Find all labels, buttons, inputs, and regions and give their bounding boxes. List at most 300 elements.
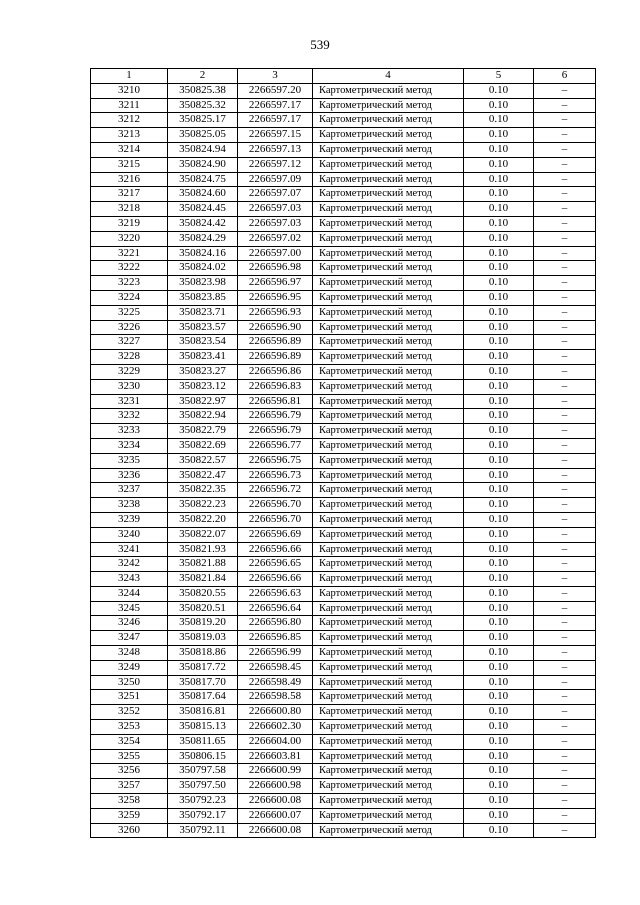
method-cell: Картометрический метод [313, 631, 464, 646]
point-number-cell: 3210 [91, 83, 168, 98]
column-header: 5 [464, 69, 534, 84]
y-coordinate-cell: 2266597.12 [238, 157, 313, 172]
accuracy-cell: 0.10 [464, 246, 534, 261]
column-header: 6 [534, 69, 596, 84]
table-row [91, 409, 596, 424]
note-cell: – [534, 542, 596, 557]
point-number-cell: 3212 [91, 113, 168, 128]
accuracy-cell: 0.10 [464, 823, 534, 838]
point-number-cell: 3227 [91, 335, 168, 350]
x-coordinate-cell: 350820.55 [168, 586, 238, 601]
method-cell: Картометрический метод [313, 290, 464, 305]
point-number-cell: 3222 [91, 261, 168, 276]
accuracy-cell: 0.10 [464, 631, 534, 646]
x-coordinate-cell: 350806.15 [168, 749, 238, 764]
accuracy-cell: 0.10 [464, 424, 534, 439]
table-row [91, 305, 596, 320]
y-coordinate-cell: 2266596.90 [238, 320, 313, 335]
note-cell: – [534, 409, 596, 424]
accuracy-cell: 0.10 [464, 261, 534, 276]
table-row [91, 690, 596, 705]
coordinates-table [90, 68, 596, 838]
table-row [91, 276, 596, 291]
accuracy-cell: 0.10 [464, 779, 534, 794]
method-cell: Картометрический метод [313, 586, 464, 601]
accuracy-cell: 0.10 [464, 542, 534, 557]
method-cell: Картометрический метод [313, 542, 464, 557]
accuracy-cell: 0.10 [464, 83, 534, 98]
point-number-cell: 3218 [91, 202, 168, 217]
table-header-row [91, 69, 596, 84]
point-number-cell: 3259 [91, 808, 168, 823]
table-row [91, 468, 596, 483]
accuracy-cell: 0.10 [464, 290, 534, 305]
x-coordinate-cell: 350823.71 [168, 305, 238, 320]
x-coordinate-cell: 350821.88 [168, 557, 238, 572]
x-coordinate-cell: 350823.54 [168, 335, 238, 350]
note-cell: – [534, 157, 596, 172]
x-coordinate-cell: 350819.20 [168, 616, 238, 631]
table-row [91, 261, 596, 276]
accuracy-cell: 0.10 [464, 128, 534, 143]
accuracy-cell: 0.10 [464, 142, 534, 157]
y-coordinate-cell: 2266596.98 [238, 261, 313, 276]
accuracy-cell: 0.10 [464, 527, 534, 542]
table-row [91, 483, 596, 498]
x-coordinate-cell: 350822.20 [168, 512, 238, 527]
note-cell: – [534, 616, 596, 631]
y-coordinate-cell: 2266597.15 [238, 128, 313, 143]
note-cell: – [534, 527, 596, 542]
accuracy-cell: 0.10 [464, 394, 534, 409]
y-coordinate-cell: 2266597.02 [238, 231, 313, 246]
point-number-cell: 3223 [91, 276, 168, 291]
point-number-cell: 3252 [91, 705, 168, 720]
note-cell: – [534, 646, 596, 661]
y-coordinate-cell: 2266596.73 [238, 468, 313, 483]
note-cell: – [534, 394, 596, 409]
y-coordinate-cell: 2266596.80 [238, 616, 313, 631]
y-coordinate-cell: 2266600.80 [238, 705, 313, 720]
accuracy-cell: 0.10 [464, 483, 534, 498]
table-row [91, 231, 596, 246]
method-cell: Картометрический метод [313, 616, 464, 631]
x-coordinate-cell: 350822.69 [168, 438, 238, 453]
table-row [91, 557, 596, 572]
method-cell: Картометрический метод [313, 794, 464, 809]
point-number-cell: 3254 [91, 734, 168, 749]
y-coordinate-cell: 2266597.03 [238, 202, 313, 217]
method-cell: Картометрический метод [313, 498, 464, 513]
note-cell: – [534, 142, 596, 157]
note-cell: – [534, 557, 596, 572]
y-coordinate-cell: 2266596.89 [238, 350, 313, 365]
point-number-cell: 3238 [91, 498, 168, 513]
table-row [91, 187, 596, 202]
table-row [91, 527, 596, 542]
y-coordinate-cell: 2266596.69 [238, 527, 313, 542]
accuracy-cell: 0.10 [464, 690, 534, 705]
x-coordinate-cell: 350824.02 [168, 261, 238, 276]
x-coordinate-cell: 350825.17 [168, 113, 238, 128]
note-cell: – [534, 216, 596, 231]
note-cell: – [534, 468, 596, 483]
note-cell: – [534, 586, 596, 601]
table-row [91, 601, 596, 616]
table-row [91, 98, 596, 113]
point-number-cell: 3217 [91, 187, 168, 202]
note-cell: – [534, 350, 596, 365]
x-coordinate-cell: 350792.17 [168, 808, 238, 823]
method-cell: Картометрический метод [313, 320, 464, 335]
note-cell: – [534, 823, 596, 838]
table-row [91, 808, 596, 823]
y-coordinate-cell: 2266596.79 [238, 424, 313, 439]
note-cell: – [534, 572, 596, 587]
accuracy-cell: 0.10 [464, 616, 534, 631]
y-coordinate-cell: 2266604.00 [238, 734, 313, 749]
x-coordinate-cell: 350824.16 [168, 246, 238, 261]
note-cell: – [534, 720, 596, 735]
accuracy-cell: 0.10 [464, 646, 534, 661]
note-cell: – [534, 113, 596, 128]
accuracy-cell: 0.10 [464, 276, 534, 291]
note-cell: – [534, 705, 596, 720]
accuracy-cell: 0.10 [464, 720, 534, 735]
x-coordinate-cell: 350822.47 [168, 468, 238, 483]
accuracy-cell: 0.10 [464, 305, 534, 320]
table-row [91, 142, 596, 157]
accuracy-cell: 0.10 [464, 438, 534, 453]
table-row [91, 720, 596, 735]
method-cell: Картометрический метод [313, 512, 464, 527]
column-header: 1 [91, 69, 168, 84]
x-coordinate-cell: 350823.12 [168, 379, 238, 394]
table-row [91, 394, 596, 409]
y-coordinate-cell: 2266598.45 [238, 660, 313, 675]
x-coordinate-cell: 350822.07 [168, 527, 238, 542]
accuracy-cell: 0.10 [464, 468, 534, 483]
method-cell: Картометрический метод [313, 453, 464, 468]
y-coordinate-cell: 2266603.81 [238, 749, 313, 764]
table-row [91, 646, 596, 661]
y-coordinate-cell: 2266596.63 [238, 586, 313, 601]
y-coordinate-cell: 2266596.72 [238, 483, 313, 498]
accuracy-cell: 0.10 [464, 98, 534, 113]
point-number-cell: 3226 [91, 320, 168, 335]
method-cell: Картометрический метод [313, 83, 464, 98]
point-number-cell: 3214 [91, 142, 168, 157]
note-cell: – [534, 794, 596, 809]
accuracy-cell: 0.10 [464, 216, 534, 231]
x-coordinate-cell: 350824.45 [168, 202, 238, 217]
y-coordinate-cell: 2266597.13 [238, 142, 313, 157]
x-coordinate-cell: 350817.70 [168, 675, 238, 690]
point-number-cell: 3255 [91, 749, 168, 764]
x-coordinate-cell: 350822.97 [168, 394, 238, 409]
point-number-cell: 3257 [91, 779, 168, 794]
method-cell: Картометрический метод [313, 187, 464, 202]
method-cell: Картометрический метод [313, 572, 464, 587]
method-cell: Картометрический метод [313, 734, 464, 749]
note-cell: – [534, 335, 596, 350]
x-coordinate-cell: 350825.05 [168, 128, 238, 143]
point-number-cell: 3221 [91, 246, 168, 261]
table-row [91, 675, 596, 690]
table-row [91, 364, 596, 379]
method-cell: Картометрический метод [313, 98, 464, 113]
method-cell: Картометрический метод [313, 231, 464, 246]
y-coordinate-cell: 2266600.98 [238, 779, 313, 794]
method-cell: Картометрический метод [313, 483, 464, 498]
y-coordinate-cell: 2266596.75 [238, 453, 313, 468]
table-body [91, 83, 596, 838]
point-number-cell: 3235 [91, 453, 168, 468]
x-coordinate-cell: 350817.64 [168, 690, 238, 705]
column-header: 3 [238, 69, 313, 84]
point-number-cell: 3253 [91, 720, 168, 735]
x-coordinate-cell: 350824.90 [168, 157, 238, 172]
point-number-cell: 3249 [91, 660, 168, 675]
method-cell: Картометрический метод [313, 172, 464, 187]
note-cell: – [534, 276, 596, 291]
x-coordinate-cell: 350816.81 [168, 705, 238, 720]
table-row [91, 794, 596, 809]
table-row [91, 586, 596, 601]
x-coordinate-cell: 350822.94 [168, 409, 238, 424]
method-cell: Картометрический метод [313, 749, 464, 764]
point-number-cell: 3237 [91, 483, 168, 498]
point-number-cell: 3251 [91, 690, 168, 705]
table-row [91, 128, 596, 143]
x-coordinate-cell: 350824.60 [168, 187, 238, 202]
x-coordinate-cell: 350819.03 [168, 631, 238, 646]
accuracy-cell: 0.10 [464, 231, 534, 246]
x-coordinate-cell: 350823.98 [168, 276, 238, 291]
x-coordinate-cell: 350825.38 [168, 83, 238, 98]
table-row [91, 779, 596, 794]
method-cell: Картометрический метод [313, 690, 464, 705]
accuracy-cell: 0.10 [464, 350, 534, 365]
note-cell: – [534, 601, 596, 616]
accuracy-cell: 0.10 [464, 320, 534, 335]
table-row [91, 705, 596, 720]
method-cell: Картометрический метод [313, 202, 464, 217]
point-number-cell: 3241 [91, 542, 168, 557]
accuracy-cell: 0.10 [464, 557, 534, 572]
method-cell: Картометрический метод [313, 779, 464, 794]
x-coordinate-cell: 350823.27 [168, 364, 238, 379]
table-row [91, 113, 596, 128]
y-coordinate-cell: 2266597.03 [238, 216, 313, 231]
method-cell: Картометрический метод [313, 823, 464, 838]
note-cell: – [534, 764, 596, 779]
x-coordinate-cell: 350817.72 [168, 660, 238, 675]
table-row [91, 172, 596, 187]
point-number-cell: 3236 [91, 468, 168, 483]
method-cell: Картометрический метод [313, 601, 464, 616]
note-cell: – [534, 749, 596, 764]
x-coordinate-cell: 350818.86 [168, 646, 238, 661]
point-number-cell: 3256 [91, 764, 168, 779]
x-coordinate-cell: 350824.42 [168, 216, 238, 231]
y-coordinate-cell: 2266596.97 [238, 276, 313, 291]
note-cell: – [534, 305, 596, 320]
y-coordinate-cell: 2266597.17 [238, 98, 313, 113]
table-row [91, 498, 596, 513]
method-cell: Картометрический метод [313, 808, 464, 823]
x-coordinate-cell: 350822.35 [168, 483, 238, 498]
table-row [91, 216, 596, 231]
y-coordinate-cell: 2266596.81 [238, 394, 313, 409]
point-number-cell: 3228 [91, 350, 168, 365]
table-row [91, 823, 596, 838]
point-number-cell: 3232 [91, 409, 168, 424]
y-coordinate-cell: 2266600.08 [238, 794, 313, 809]
table-row [91, 157, 596, 172]
table-row [91, 542, 596, 557]
x-coordinate-cell: 350820.51 [168, 601, 238, 616]
y-coordinate-cell: 2266596.70 [238, 498, 313, 513]
point-number-cell: 3234 [91, 438, 168, 453]
accuracy-cell: 0.10 [464, 675, 534, 690]
y-coordinate-cell: 2266596.99 [238, 646, 313, 661]
table-row [91, 350, 596, 365]
accuracy-cell: 0.10 [464, 734, 534, 749]
method-cell: Картометрический метод [313, 261, 464, 276]
table-row [91, 290, 596, 305]
table-row [91, 438, 596, 453]
table-row [91, 764, 596, 779]
x-coordinate-cell: 350792.23 [168, 794, 238, 809]
point-number-cell: 3240 [91, 527, 168, 542]
note-cell: – [534, 498, 596, 513]
accuracy-cell: 0.10 [464, 498, 534, 513]
x-coordinate-cell: 350821.93 [168, 542, 238, 557]
point-number-cell: 3215 [91, 157, 168, 172]
method-cell: Картометрический метод [313, 660, 464, 675]
point-number-cell: 3248 [91, 646, 168, 661]
accuracy-cell: 0.10 [464, 187, 534, 202]
y-coordinate-cell: 2266597.09 [238, 172, 313, 187]
y-coordinate-cell: 2266596.89 [238, 335, 313, 350]
y-coordinate-cell: 2266597.07 [238, 187, 313, 202]
method-cell: Картометрический метод [313, 424, 464, 439]
accuracy-cell: 0.10 [464, 764, 534, 779]
y-coordinate-cell: 2266600.99 [238, 764, 313, 779]
note-cell: – [534, 631, 596, 646]
note-cell: – [534, 202, 596, 217]
point-number-cell: 3258 [91, 794, 168, 809]
accuracy-cell: 0.10 [464, 202, 534, 217]
table-row [91, 616, 596, 631]
method-cell: Картометрический метод [313, 142, 464, 157]
y-coordinate-cell: 2266596.64 [238, 601, 313, 616]
accuracy-cell: 0.10 [464, 586, 534, 601]
point-number-cell: 3233 [91, 424, 168, 439]
point-number-cell: 3244 [91, 586, 168, 601]
point-number-cell: 3211 [91, 98, 168, 113]
accuracy-cell: 0.10 [464, 808, 534, 823]
method-cell: Картометрический метод [313, 157, 464, 172]
note-cell: – [534, 172, 596, 187]
table-row [91, 379, 596, 394]
x-coordinate-cell: 350823.57 [168, 320, 238, 335]
x-coordinate-cell: 350821.84 [168, 572, 238, 587]
accuracy-cell: 0.10 [464, 335, 534, 350]
method-cell: Картометрический метод [313, 113, 464, 128]
accuracy-cell: 0.10 [464, 379, 534, 394]
note-cell: – [534, 438, 596, 453]
method-cell: Картометрический метод [313, 720, 464, 735]
note-cell: – [534, 779, 596, 794]
table-row [91, 631, 596, 646]
y-coordinate-cell: 2266596.66 [238, 572, 313, 587]
accuracy-cell: 0.10 [464, 660, 534, 675]
table-row [91, 512, 596, 527]
y-coordinate-cell: 2266597.00 [238, 246, 313, 261]
accuracy-cell: 0.10 [464, 364, 534, 379]
table-row [91, 83, 596, 98]
x-coordinate-cell: 350823.85 [168, 290, 238, 305]
table-row [91, 572, 596, 587]
method-cell: Картометрический метод [313, 335, 464, 350]
method-cell: Картометрический метод [313, 527, 464, 542]
accuracy-cell: 0.10 [464, 172, 534, 187]
point-number-cell: 3245 [91, 601, 168, 616]
method-cell: Картометрический метод [313, 364, 464, 379]
y-coordinate-cell: 2266600.08 [238, 823, 313, 838]
y-coordinate-cell: 2266596.77 [238, 438, 313, 453]
method-cell: Картометрический метод [313, 646, 464, 661]
y-coordinate-cell: 2266596.83 [238, 379, 313, 394]
point-number-cell: 3242 [91, 557, 168, 572]
note-cell: – [534, 808, 596, 823]
note-cell: – [534, 187, 596, 202]
note-cell: – [534, 660, 596, 675]
method-cell: Картометрический метод [313, 557, 464, 572]
method-cell: Картометрический метод [313, 305, 464, 320]
y-coordinate-cell: 2266602.30 [238, 720, 313, 735]
point-number-cell: 3250 [91, 675, 168, 690]
x-coordinate-cell: 350822.79 [168, 424, 238, 439]
note-cell: – [534, 453, 596, 468]
x-coordinate-cell: 350822.23 [168, 498, 238, 513]
note-cell: – [534, 364, 596, 379]
accuracy-cell: 0.10 [464, 572, 534, 587]
table-row [91, 320, 596, 335]
note-cell: – [534, 98, 596, 113]
accuracy-cell: 0.10 [464, 409, 534, 424]
note-cell: – [534, 128, 596, 143]
method-cell: Картометрический метод [313, 705, 464, 720]
x-coordinate-cell: 350811.65 [168, 734, 238, 749]
y-coordinate-cell: 2266596.70 [238, 512, 313, 527]
y-coordinate-cell: 2266597.17 [238, 113, 313, 128]
accuracy-cell: 0.10 [464, 113, 534, 128]
y-coordinate-cell: 2266596.85 [238, 631, 313, 646]
accuracy-cell: 0.10 [464, 157, 534, 172]
table-row [91, 424, 596, 439]
point-number-cell: 3229 [91, 364, 168, 379]
y-coordinate-cell: 2266596.79 [238, 409, 313, 424]
table-row [91, 246, 596, 261]
method-cell: Картометрический метод [313, 468, 464, 483]
note-cell: – [534, 734, 596, 749]
method-cell: Картометрический метод [313, 128, 464, 143]
point-number-cell: 3247 [91, 631, 168, 646]
note-cell: – [534, 261, 596, 276]
